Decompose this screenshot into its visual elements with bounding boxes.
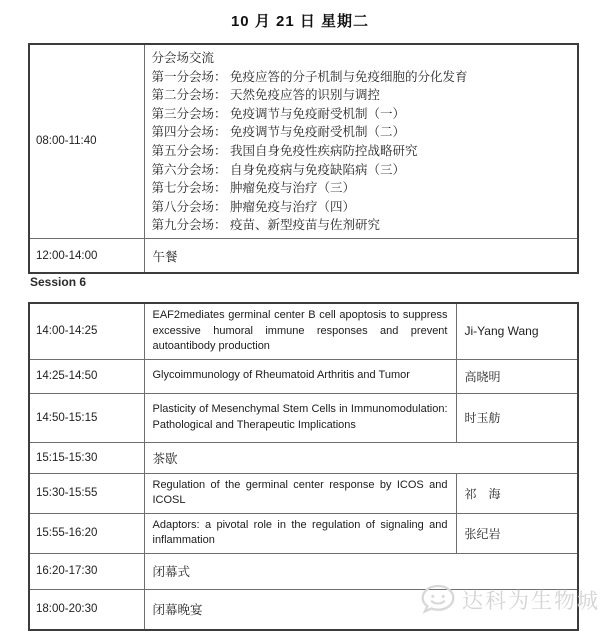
page-title: 10 月 21 日 星期二 [230, 13, 370, 30]
table-row [29, 303, 578, 359]
table-row [29, 359, 578, 393]
table-row [29, 473, 578, 513]
time-cell: 14:50-15:15 [29, 393, 144, 442]
speaker-cell: Ji-Yang Wang [456, 303, 578, 359]
sub-session-line: 分会场交流 [151, 51, 215, 65]
morning-schedule-table [28, 43, 579, 274]
speaker-cell: 张纪岩 [456, 513, 578, 553]
time-cell: 18:00-20:30 [29, 589, 144, 630]
sub-session-line: 第五分会场： 我国自身免疫性疾病防控战略研究 [151, 143, 418, 158]
lunch-cell: 午餐 [144, 238, 578, 273]
sub-session-line: 第二分会场： 天然免疫应答的识别与调控 [151, 88, 380, 103]
table-row [29, 442, 578, 473]
talk-title-cell: EAF2mediates germinal center B cell apoptosis to suppress excessive humoral immune responses and prevent autoantibody production [144, 303, 456, 359]
time-cell: 08:00-11:40 [29, 44, 144, 238]
table-row [29, 238, 578, 273]
time-cell: 15:55-16:20 [29, 513, 144, 553]
tea-break-cell: 茶歇 [144, 442, 578, 473]
time-cell: 14:00-14:25 [29, 303, 144, 359]
time-cell: 12:00-14:00 [29, 238, 144, 273]
closing-banquet-cell: 闭幕晚宴 [144, 589, 578, 630]
session6-table [28, 302, 579, 631]
sub-session-line: 第七分会场： 肿瘤免疫与治疗（三） [151, 181, 355, 196]
speaker-cell: 祁 海 [456, 473, 578, 513]
sub-session-line: 第六分会场： 自身免疫病与免疫缺陷病（三） [151, 162, 405, 177]
sub-session-line: 第九分会场： 疫苗、新型疫苗与佐剂研究 [151, 218, 380, 233]
table-row [29, 44, 578, 238]
sub-session-line: 第一分会场： 免疫应答的分子机制与免疫细胞的分化发育 [151, 69, 468, 84]
sub-session-line: 第八分会场： 肿瘤免疫与治疗（四） [151, 199, 355, 214]
watermark-text: 达科为生物城 [462, 589, 600, 613]
time-cell: 15:30-15:55 [29, 473, 144, 513]
talk-title-cell: Regulation of the germinal center response by ICOS and ICOSL [144, 473, 456, 513]
table-row [29, 589, 578, 630]
speaker-cell: 高晓明 [456, 359, 578, 393]
time-cell: 16:20-17:30 [29, 553, 144, 589]
talk-title-cell: Plasticity of Mesenchymal Stem Cells in Immunomodulation: Pathological and Therapeutic Implications [144, 393, 456, 442]
sub-session-line: 第四分会场： 免疫调节与免疫耐受机制（二） [151, 125, 405, 140]
sub-sessions-cell [144, 44, 578, 238]
time-cell: 14:25-14:50 [29, 359, 144, 393]
closing-ceremony-cell: 闭幕式 [144, 553, 578, 589]
table-row [29, 393, 578, 442]
speaker-cell: 时玉舫 [456, 393, 578, 442]
talk-title-cell: Adaptors: a pivotal role in the regulation of signaling and inflammation [144, 513, 456, 553]
table-row [29, 553, 578, 589]
time-cell: 15:15-15:30 [29, 442, 144, 473]
talk-title-cell: Glycoimmunology of Rheumatoid Arthritis and Tumor [144, 359, 456, 393]
session-label: Session 6 [30, 275, 87, 289]
table-row [29, 513, 578, 553]
sub-session-line: 第三分会场： 免疫调节与免疫耐受机制（一） [151, 106, 405, 121]
